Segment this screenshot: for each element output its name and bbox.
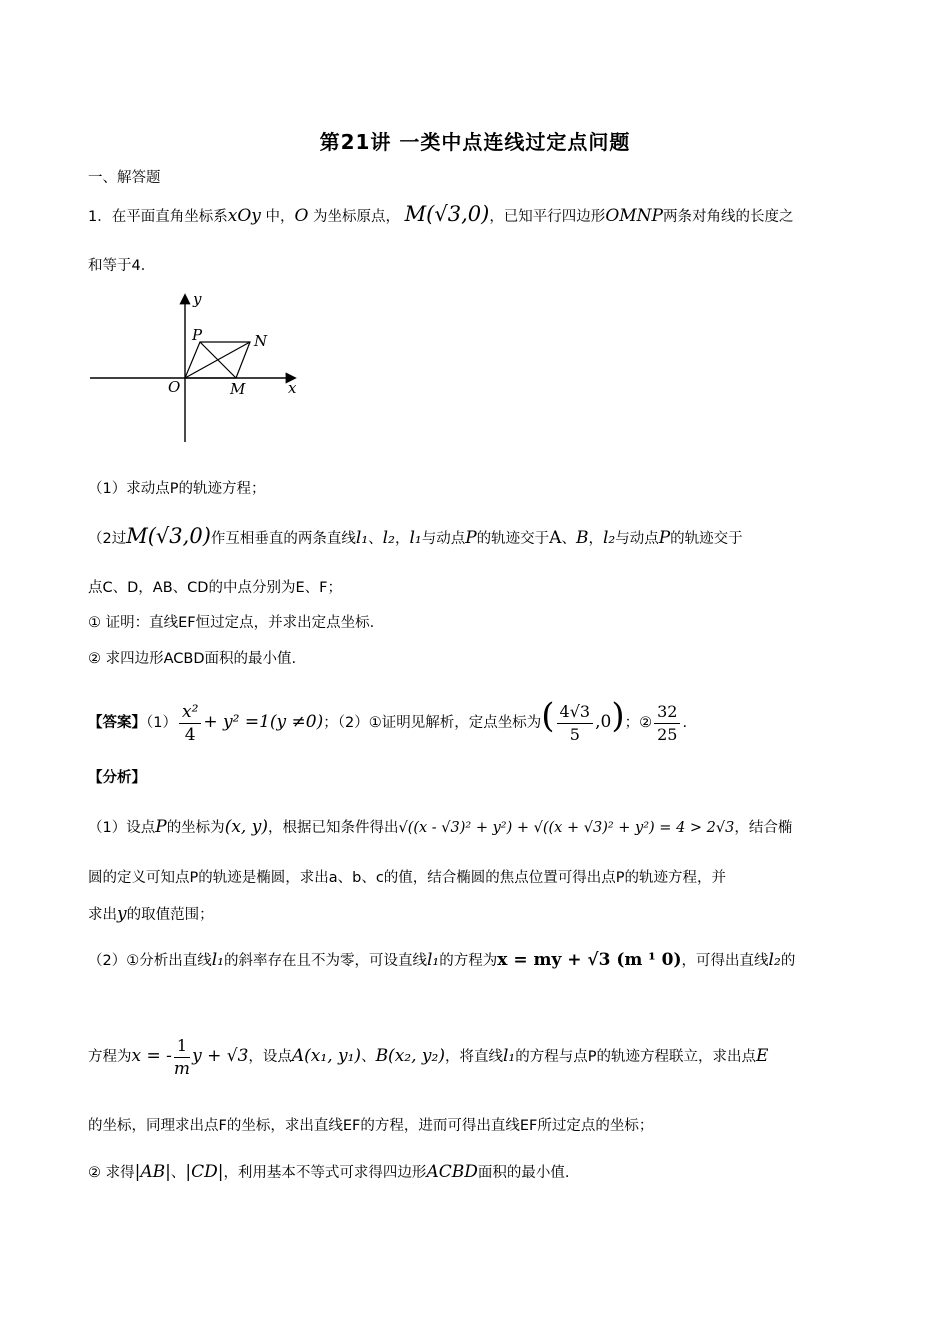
math-xoy: xOy: [227, 206, 261, 226]
math-point-m: M(√3,0): [404, 202, 490, 226]
analysis-line-4: [88, 948, 890, 973]
analysis-line-7: [88, 1160, 890, 1185]
text: 的轨迹交于: [476, 531, 550, 547]
text: 与动点: [615, 531, 659, 547]
text: 的方程为: [439, 953, 498, 969]
math-point-m: M(√3,0): [126, 524, 211, 548]
coordinate-figure: [88, 290, 308, 450]
analysis-line-5: [88, 1034, 890, 1082]
label-m: M: [230, 380, 246, 398]
fraction-numerator: 1: [174, 1035, 190, 1058]
text: ② 求得: [88, 1165, 135, 1181]
fraction-denominator: m: [173, 1058, 191, 1079]
math-l1: l₁: [427, 950, 440, 970]
text: ，设点: [248, 1049, 292, 1065]
math-a: A: [549, 528, 562, 548]
text: 的: [780, 953, 796, 969]
text: 的斜率存在且不为零，可设直线: [224, 953, 427, 969]
math-l2: l₂: [382, 528, 395, 548]
text: 的轨迹交于: [670, 531, 743, 547]
math-cd: |CD|: [185, 1162, 224, 1182]
label-y: y: [193, 290, 202, 308]
math-e: E: [755, 1046, 769, 1066]
math-l2: l₂: [768, 950, 781, 970]
text: 、: [368, 531, 383, 547]
fraction-denominator: 5: [569, 724, 580, 744]
text: ，: [394, 531, 410, 547]
text: （2）①分析出直线: [88, 953, 212, 969]
text: ，将直线: [444, 1049, 503, 1065]
analysis-line-2: 圆的定义可知点P的轨迹是椭圆，求出a、b、c的值，结合椭圆的焦点位置可得出点P的轨迹方程，并: [88, 870, 727, 886]
analysis-line-6: 的坐标，同理求出点F的坐标，求出直线EF的方程，进而可得出直线EF所过定点的坐标；: [88, 1118, 654, 1134]
math-line-eq: x = my + √3 (m ¹ 0): [497, 950, 682, 970]
math-xy: (x, y): [224, 817, 268, 837]
math-point-a: A(x₁, y₁): [291, 1046, 362, 1066]
math-p: P: [155, 817, 167, 837]
text: .: [682, 715, 688, 731]
text: ，利用基本不等式可求得四边形: [223, 1165, 427, 1181]
text: 1．在平面直角坐标系: [88, 209, 228, 225]
math-y: y: [117, 904, 127, 924]
math-p: P: [465, 528, 477, 548]
math-ab: |AB|: [134, 1162, 171, 1182]
text: ，: [588, 531, 603, 547]
text: 中，: [260, 209, 295, 225]
fraction-denominator: 25: [657, 724, 678, 744]
math-acbd: ACBD: [426, 1162, 478, 1182]
math-distance-eq: √((x - √3)² + y²) + √((x + √3)² + y²) = 4 > 2√3: [398, 820, 735, 836]
fraction: [179, 701, 201, 746]
text: 、: [361, 1049, 376, 1065]
text: （1）: [146, 715, 177, 731]
analysis-line-1: [88, 815, 890, 840]
fraction-denominator: 4: [184, 724, 196, 745]
text: 、: [561, 531, 576, 547]
text: 两条对角线的长度之: [662, 209, 794, 225]
text: （2过: [88, 531, 127, 547]
text: ；②: [624, 715, 653, 731]
math-l1: l₁: [409, 528, 422, 548]
text: 的坐标为: [166, 820, 225, 836]
math-ellipse-eq: + y² =1(y ≠0): [203, 712, 324, 732]
text: 作互相垂直的两条直线: [210, 531, 356, 547]
part-2-sub-2: ② 求四边形ACBD面积的最小值.: [88, 651, 297, 667]
text: 与动点: [421, 531, 466, 547]
page-title: 第21讲 一类中点连线过定点问题: [319, 130, 631, 154]
question-1-line-1: [88, 202, 890, 229]
fraction-numerator: 32: [654, 701, 680, 724]
text: ，根据已知条件得出: [267, 820, 399, 836]
text: 的取值范围；: [126, 907, 214, 923]
text: ,0: [595, 712, 612, 732]
math-text: x = -: [131, 1046, 172, 1066]
label-o: O: [168, 378, 181, 396]
label-x: x: [288, 379, 297, 397]
text: 的方程与点P的轨迹方程联立，求出点: [515, 1049, 756, 1065]
analysis-line-3: [88, 902, 890, 927]
fraction: [557, 701, 594, 746]
part-2-line-2: 点C、D，AB、CD的中点分别为E、F；: [88, 580, 342, 596]
text: 方程为: [88, 1049, 132, 1065]
math-b: B: [575, 528, 589, 548]
math-l1: l₁: [502, 1046, 516, 1066]
text: ；（2）①证明见解析，定点坐标为: [323, 715, 542, 731]
text: 面积的最小值.: [477, 1165, 570, 1181]
part-1: （1）求动点P的轨迹方程；: [88, 481, 266, 497]
fraction-numerator: x²: [179, 701, 201, 724]
math-point-b: B(x₂, y₂): [375, 1046, 445, 1066]
answer-label: 【答案】: [88, 715, 146, 731]
diagonal-pm: [200, 342, 236, 378]
text: 、: [170, 1165, 186, 1181]
paren-right: ): [611, 696, 625, 736]
math-p: P: [658, 528, 671, 548]
text: ，结合椭: [734, 820, 793, 836]
analysis-label: 【分析】: [88, 770, 146, 786]
label-n: N: [254, 332, 268, 350]
label-p: P: [192, 326, 203, 344]
question-1-line-2: 和等于4．: [88, 258, 156, 274]
text: （1）设点: [88, 820, 156, 836]
math-l1: l₁: [355, 528, 369, 548]
math-o: O: [294, 206, 309, 226]
text: ，可得出直线: [681, 953, 769, 969]
answer-line: [88, 694, 890, 745]
math-l2: l₂: [602, 528, 616, 548]
math-l1: l₁: [211, 950, 224, 970]
section-heading: 一、解答题: [88, 170, 161, 186]
fraction-numerator: 4√3: [557, 701, 594, 724]
paren-left: (: [541, 696, 555, 736]
fraction: [654, 701, 680, 746]
fraction: [174, 1035, 190, 1080]
text: ，已知平行四边形: [489, 209, 606, 225]
text: 为坐标原点，: [308, 209, 401, 225]
math-omnp: OMNP: [605, 206, 663, 226]
part-2-line-1: [88, 524, 890, 551]
part-2-sub-1: ① 证明：直线EF恒过定点，并求出定点坐标.: [88, 615, 375, 631]
math-text: y + √3: [192, 1046, 249, 1066]
text: 求出: [88, 907, 117, 923]
